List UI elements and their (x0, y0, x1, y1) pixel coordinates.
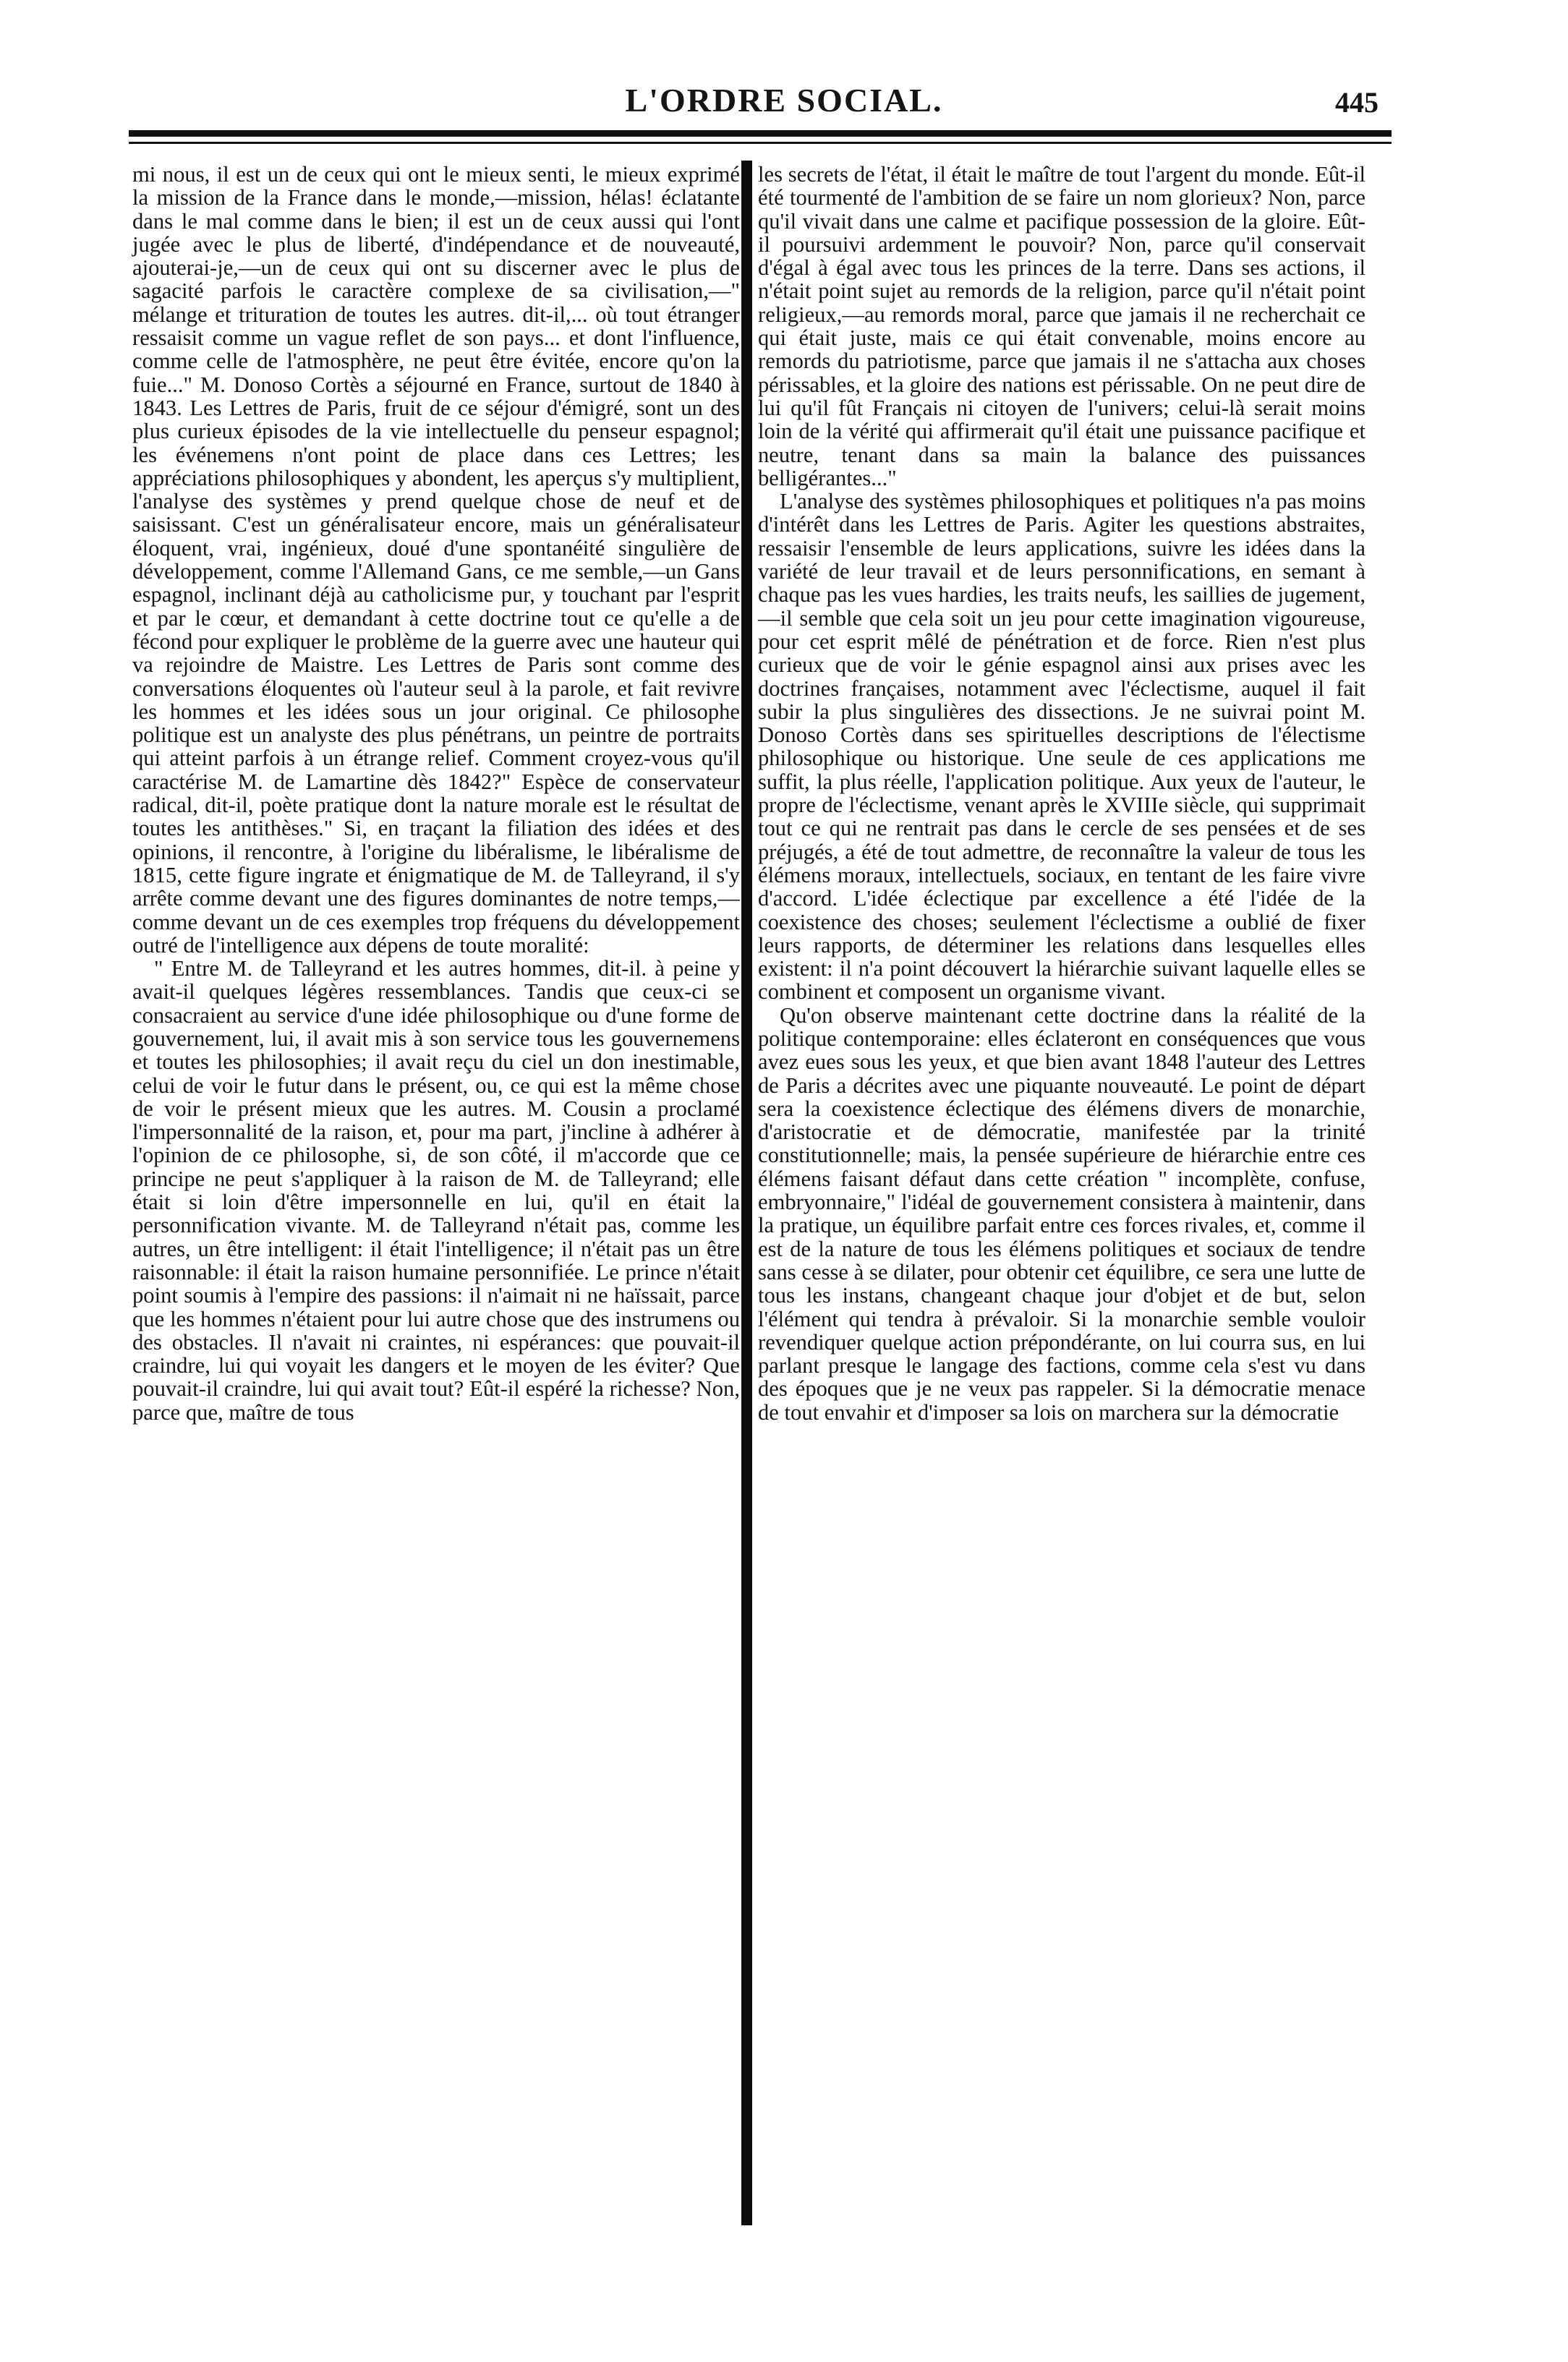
paragraph: Qu'on observe maintenant cette doctrine dans la réalité de la politique contemporaine: elles éclateront en conséquences que vous avez eues sous les yeux, et que bien avant 1848 l'auteur des Lettres de Paris a décrites avec une piquante nouveauté. Le point de départ sera la coexistence éclectique des élémens divers de monarchie, d'aristocratie et de démocratie, manifestée par la trinité constitutionnelle; mais, la pensée supérieure de hiérarchie entre ces élémens faisant défaut dans cette création " incomplète, confuse, embryonnaire," l'idéal de gouvernement consistera à maintenir, dans la pratique, un équilibre parfait entre ces forces rivales, et, comme il est de la nature de tous les élémens politiques et sociaux de tendre sans cesse à se dilater, pour obtenir cet équilibre, ce sera une lutte de tous les instans, changeant chaque jour d'objet et de but, selon l'élément qui tendra à prévaloir. Si la monarchie semble vouloir revendiquer quelque action prépondérante, on lui courra sus, en lui parlant presque le langage des factions, comme cela s'est vu dans des époques que je ne veux pas rappeler. Si la démocratie menace de tout envahir et d'imposer sa lois on marchera sur la démocratie (758, 1002, 1365, 1425)
page-number: 445 (1335, 86, 1379, 119)
column-divider (741, 161, 752, 2225)
header-rule-thin (129, 142, 1392, 144)
paragraph: mi nous, il est un de ceux qui ont le mieux senti, le mieux exprimé la mission de la France dans le monde,—mission, hélas! éclatante dans le mal comme dans le bien; il est un de ceux aussi qui l'ont jugée avec le plus de liberté, d'indépendance et de nouveauté, ajouterai-je,—un de ceux qui ont su discerner avec le plus de sagacité parfois le caractère complexe de sa civilisation,—" mélange et trituration de toutes les autres. dit-il,... où tout étranger ressaisit comme un vague reflet de son pays... et dont l'influence, comme celle de l'atmosphère, ne peut être évitée, encore qu'on la fuie..." M. Donoso Cortès a séjourné en France, surtout de 1840 à 1843. Les Lettres de Paris, fruit de ce séjour d'émigré, sont un des plus curieux épisodes de la vie intellectuelle du penseur espagnol; les événemens n'ont point de place dans ces Lettres; les appréciations philosophiques y abondent, les aperçus s'y multiplient, l'analyse des systèmes y prend quelque chose de neuf et de saisissant. C'est un généralisateur encore, mais un généralisateur éloquent, vrai, ingénieux, doué d'une spontanéité singulière de développement, comme l'Allemand Gans, ce me semble,—un Gans espagnol, inclinant déjà au catholicisme pur, y touchant par l'esprit et par le cœur, et demandant à cette doctrine tout ce qu'elle a de fécond pour expliquer le problème de la guerre avec une hauteur qui va rejoindre de Maistre. Les Lettres de Paris sont comme des conversations éloquentes où l'auteur seul à la parole, et fait revivre les hommes et les idées sous un jour original. Ce philosophe politique est un analyste des plus pénétrans, un peintre de portraits qui atteint parfois à un étrange relief. Comment croyez-vous qu'il caractérise M. de Lamartine dès 1842?" Espèce de conservateur radical, dit-il, poète pratique dont la nature morale est le résultat de toutes les antithèses." Si, en traçant la filiation des idées et des opinions, il rencontre, à l'origine du libéralisme, le libéralisme de 1815, cette figure ingrate et énigmatique de M. de Talleyrand, il s'y arrête comme devant une des figures dominantes de notre temps,—comme devant un de ces exemples trop fréquens du développement outré de l'intelligence aux dépens de toute moralité: (132, 162, 740, 958)
paragraph: les secrets de l'état, il était le maître de tout l'argent du monde. Eût-il été tourmenté de l'ambition de se faire un nom glorieux? Non, parce qu'il vivait dans une calme et pacifique possession de la gloire. Eût-il poursuivi ardemment le pouvoir? Non, parce qu'il conservait d'égal à égal avec tous les princes de la terre. Dans ses actions, il n'était point sujet au remords de la religion, parce qu'il n'était point religieux,—au remords moral, parce que jamais il ne recherchait ce qui était juste, mais ce qui était convenable, moins encore au remords du patriotisme, parce que jamais il ne s'attacha aux choses périssables, et la gloire des nations est périssable. On ne peut dire de lui qu'il fût Français ni citoyen de l'univers; celui-là serait moins loin de la vérité qui affirmerait qu'il était une puissance pacifique et neutre, tenant dans sa main la balance des puissances belligérantes..." (758, 162, 1365, 490)
paragraph: " Entre M. de Talleyrand et les autres hommes, dit-il. à peine y avait-il quelques légères ressemblances. Tandis que ceux-ci se consacraient au service d'une idée philosophique ou d'une forme de gouvernement, lui, il avait mis à son service tous les gouvernemens et toutes les philosophies; il avait reçu du ciel un don inestimable, celui de voir le futur dans le présent, ou, ce qui est la même chose de voir le présent mieux que les autres. M. Cousin a proclamé l'impersonnalité de la raison, et, pour ma part, j'incline à adhérer à l'opinion de ce philosophe, si, de son côté, il m'accorde que ce principe ne peut s'appliquer à la raison de M. de Talleyrand; elle était si loin d'être impersonnelle en lui, qu'il en était la personnification vivante. M. de Talleyrand n'était pas, comme les autres, un être intelligent: il était l'intelligence; il n'était pas un être raisonnable: il était la raison humaine personnifiée. Le prince n'était point soumis à l'empire des passions: il n'aimait ni ne haïssait, parce que les hommes n'étaient pour lui autre chose que des instrumens ou des obstacles. Il n'avait ni craintes, ni espérances: que pouvait-il craindre, lui qui voyait les dangers et le moyen de les éviter? Que pouvait-il craindre, lui qui avait tout? Eût-il espéré la richesse? Non, parce que, maître de tous (132, 956, 740, 1425)
running-title: L'ORDRE SOCIAL. (625, 82, 943, 119)
header-rule-thick (129, 130, 1392, 137)
left-column (132, 163, 740, 1424)
paragraph: L'analyse des systèmes philosophiques et politiques n'a pas moins d'intérêt dans les Lettres de Paris. Agiter les questions abstraites, ressaisir l'ensemble de leurs applications, suivre les idées dans la variété de leur travail et de leurs personnifications, en semant à chaque pas les vues hardies, les traits neufs, les saillies de jugement,—il semble que cela soit un jeu pour cette imagination vigoureuse, pour cet esprit mêlé de pénétration et de force. Rien n'est plus curieux que de voir le génie espagnol ainsi aux prises avec les doctrines françaises, notamment avec l'éclectisme, auquel il fait subir la plus singulières des dissections. Je ne suivrai point M. Donoso Cortès dans ses spirituelles descriptions de l'électisme philosophique ou historique. Une seule de ces applications me suffit, la plus réelle, l'application politique. Aux yeux de l'auteur, le propre de l'éclectisme, venant après le XVIIIe siècle, qui supprimait tout ce qui ne rentrait pas dans le cercle de ses pensées et de ses préjugés, a été de tout admettre, de reconnaître la valeur de tous les élémens moraux, intellectuels, sociaux, en tentant de les faire vivre d'accord. L'idée éclectique par excellence a été l'idée de la coexistence des choses; seulement l'éclectisme a oublié de fixer leurs rapports, de déterminer les relations dans lesquelles elles existent: il n'a point découvert la hiérarchie suivant laquelle elles se combinent et composent un organisme vivant. (758, 489, 1365, 1005)
right-column (758, 163, 1365, 1424)
